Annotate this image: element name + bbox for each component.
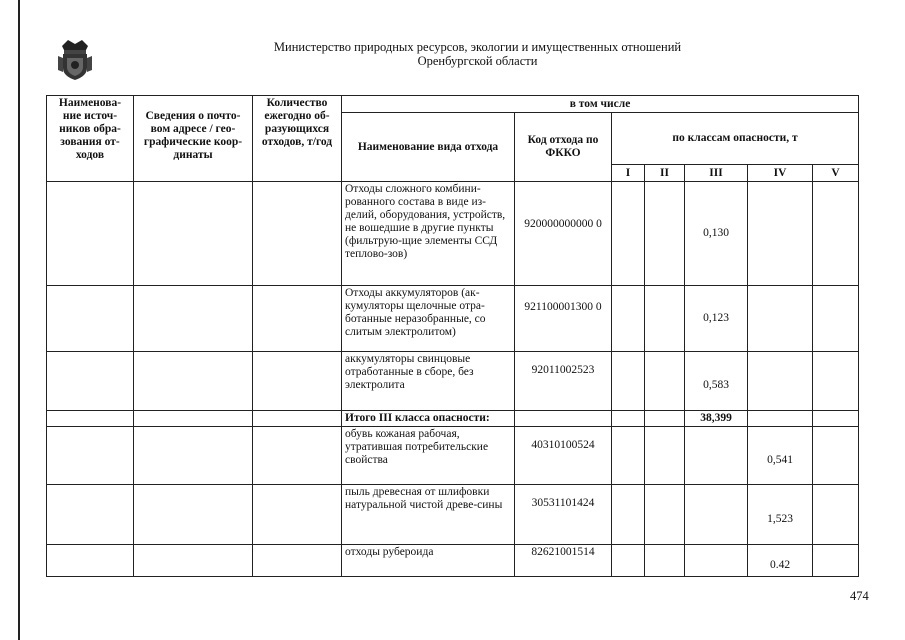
fkko-code: 40310100524 xyxy=(515,427,612,485)
header-source-name: Наименова-ние источ-ников обра-зования от-ходов xyxy=(47,96,134,182)
class-iii-value: 0,583 xyxy=(685,352,748,411)
total-class-iii-value: 38,399 xyxy=(685,411,748,427)
header-class-ii: II xyxy=(645,165,685,182)
class-iii-value: 0,123 xyxy=(685,286,748,352)
waste-name: аккумуляторы свинцовые отработанные в сборе, без электролита xyxy=(342,352,515,411)
fkko-code: 82621001514 xyxy=(515,545,612,577)
table-row xyxy=(47,427,859,485)
header-class-v: V xyxy=(813,165,859,182)
table-row xyxy=(47,352,859,411)
header-quantity: Количество ежегодно об-разующихся отходов, т/год xyxy=(253,96,342,182)
header-class-iii: III xyxy=(685,165,748,182)
coat-of-arms-icon xyxy=(56,36,94,82)
class-iv-value xyxy=(748,286,813,352)
header-waste-type: Наименование вида отхода xyxy=(342,113,515,182)
header-class-i: I xyxy=(612,165,645,182)
header-class-iv: IV xyxy=(748,165,813,182)
fkko-code: 92011002523 xyxy=(515,352,612,411)
class-iii-value xyxy=(685,427,748,485)
left-margin-rule xyxy=(18,0,20,640)
document-header xyxy=(200,40,755,68)
header-fkko-code: Код отхода по ФККО xyxy=(515,113,612,182)
header-including: в том числе xyxy=(342,96,859,113)
table-row xyxy=(47,545,859,577)
table-row-total xyxy=(47,411,859,427)
fkko-code: 920000000000 0 xyxy=(515,182,612,286)
fkko-code: 921100001300 0 xyxy=(515,286,612,352)
waste-name: обувь кожаная рабочая, утратившая потребительские свойства xyxy=(342,427,515,485)
fkko-code: 30531101424 xyxy=(515,485,612,545)
total-label: Итого III класса опасности: xyxy=(342,411,515,427)
class-iii-value xyxy=(685,485,748,545)
ministry-name: Министерство природных ресурсов, экологии и имущественных отношений xyxy=(273,40,682,54)
class-iii-value: 0,130 xyxy=(685,182,748,286)
class-iv-value: 0,541 xyxy=(748,427,813,485)
waste-name: Отходы аккумуляторов (ак-кумуляторы щелочные отра-ботанные неразобранные, со слитым электролитом) xyxy=(342,286,515,352)
class-iii-value xyxy=(685,545,748,577)
waste-name: пыль древесная от шлифовки натуральной чистой древе-сины xyxy=(342,485,515,545)
table-row xyxy=(47,286,859,352)
class-iv-value xyxy=(748,352,813,411)
class-iv-value xyxy=(748,182,813,286)
page-number: 474 xyxy=(850,589,869,603)
region-name: Оренбургской области xyxy=(417,54,538,68)
waste-name: Отходы сложного комбини-рованного состава в виде из-делий, оборудования, устройств, не вошедшие в другие пункты (фильтрую-щие элементы ССД теплово-зов) xyxy=(342,182,515,286)
header-address: Сведения о почто-вом адресе / гео-графические коор-динаты xyxy=(134,96,253,182)
class-iv-value: 1,523 xyxy=(748,485,813,545)
table-row xyxy=(47,182,859,286)
waste-name: отходы рубероида xyxy=(342,545,515,577)
class-iv-value: 0.42 xyxy=(748,545,813,577)
table-row xyxy=(47,485,859,545)
fkko-code xyxy=(515,411,612,427)
header-by-class: по классам опасности, т xyxy=(612,113,859,165)
class-iv-value xyxy=(748,411,813,427)
waste-table xyxy=(46,95,859,577)
